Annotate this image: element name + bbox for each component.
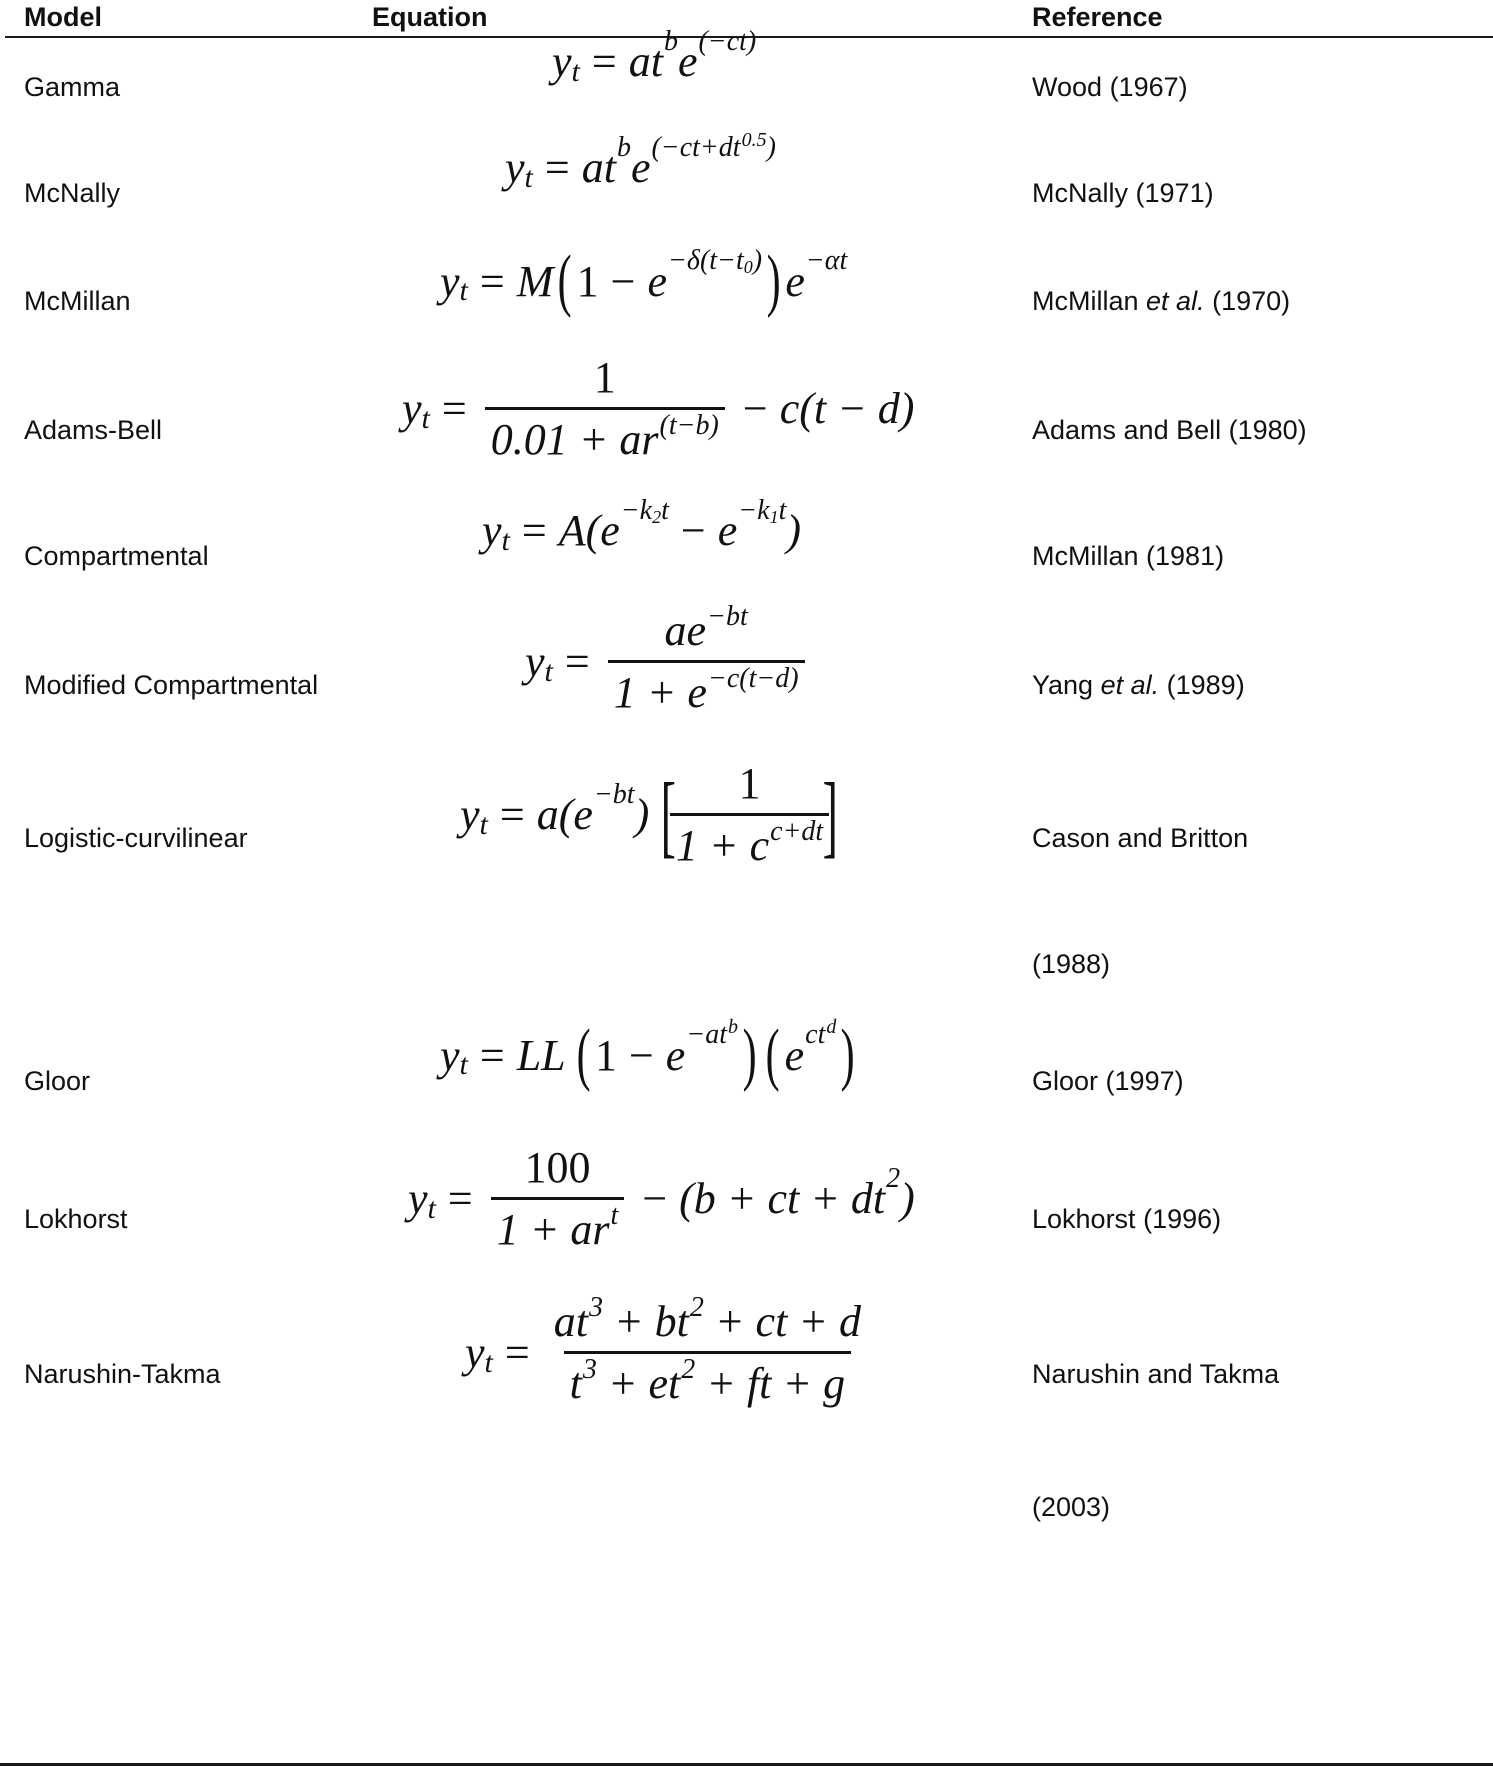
paren-close: ) <box>841 1016 856 1093</box>
fraction <box>485 352 725 465</box>
paren-open: ( <box>765 1016 780 1093</box>
reference: Narushin and Takma <box>1032 1359 1280 1389</box>
equation <box>460 758 846 871</box>
eq-symbol: t <box>544 654 553 688</box>
eq-symbol: e <box>630 143 651 192</box>
eq-symbol: 3 <box>582 1354 597 1385</box>
header-model: Model <box>24 2 102 32</box>
model-name: McMillan <box>24 286 131 316</box>
eq-symbol: 0 <box>743 257 753 277</box>
ref-year: (1970) <box>1212 286 1291 316</box>
eq-symbol: = <box>544 143 570 192</box>
eq-symbol: − <box>610 256 636 306</box>
eq-symbol: e <box>717 506 738 555</box>
model-name: Adams-Bell <box>24 415 163 445</box>
eq-symbol: y <box>402 384 422 433</box>
eq-symbol: t <box>421 401 430 435</box>
numerator: 100 <box>524 1143 591 1192</box>
numerator <box>659 601 754 660</box>
ref-author: Gloor <box>1032 1066 1099 1096</box>
reference <box>1032 541 1224 572</box>
eq-symbol: ct <box>805 1019 826 1050</box>
header-equation: Equation <box>372 2 488 32</box>
eq-symbol: t <box>427 1191 436 1225</box>
equation <box>505 128 776 194</box>
eq-symbol: − <box>680 506 706 555</box>
eq-symbol: t <box>484 1345 493 1379</box>
eq-symbol: 1 + e <box>613 668 707 717</box>
table-bottom-rule <box>0 1763 1493 1766</box>
reference <box>1032 1204 1221 1235</box>
eq-symbol: = <box>591 37 617 86</box>
eq-symbol: −bt <box>707 601 748 632</box>
reference-year: (1988) <box>1032 949 1111 979</box>
model-name: Lokhorst <box>24 1204 128 1234</box>
eq-symbol: (t−b) <box>659 410 719 441</box>
ref-year: (1997) <box>1105 1066 1184 1096</box>
paren-close: ) <box>742 1016 757 1093</box>
eq-exponent <box>738 495 786 527</box>
fraction <box>670 758 829 871</box>
eq-symbol: 3 <box>588 1292 603 1323</box>
model-name: Narushin-Takma <box>24 1359 221 1389</box>
eq-symbol: at <box>581 143 616 192</box>
reference-year: (2003) <box>1032 1492 1111 1522</box>
ref-author: McMillan <box>1032 286 1139 316</box>
eq-symbol: b <box>616 131 631 163</box>
reference <box>1032 72 1188 103</box>
fraction <box>548 1292 867 1409</box>
equation <box>440 242 848 319</box>
denominator <box>608 660 805 718</box>
eq-symbol: c+dt <box>770 816 824 847</box>
reference <box>1032 1066 1184 1097</box>
equation <box>482 494 801 557</box>
eq-symbol: t <box>524 160 533 194</box>
eq-symbol: a(e <box>536 790 593 839</box>
numerator: 1 <box>593 353 616 402</box>
ref-year: (1980) <box>1228 415 1307 445</box>
model-name: Gamma <box>24 72 121 102</box>
equation <box>402 352 914 465</box>
eq-symbol: + ct + d <box>703 1297 861 1346</box>
eq-symbol: −bt <box>593 778 635 810</box>
eq-symbol: (b + ct + dt <box>679 1174 886 1223</box>
eq-symbol: = <box>447 1174 473 1223</box>
eq-exponent <box>668 245 762 277</box>
eq-symbol: t <box>778 494 787 526</box>
eq-symbol: 1 <box>769 506 779 527</box>
ref-year: (1967) <box>1109 72 1188 102</box>
model-name: McNally <box>24 178 121 208</box>
eq-symbol: (−ct+dt <box>651 131 741 163</box>
eq-symbol: ) <box>752 245 763 276</box>
eq-symbol: 1 + c <box>675 821 770 870</box>
ref-etal: et al. <box>1146 286 1205 316</box>
eq-symbol: y <box>465 1328 485 1377</box>
eq-symbol: d <box>826 1016 837 1038</box>
reference: Cason and Britton <box>1032 823 1249 853</box>
eq-symbol: LL <box>516 1030 566 1080</box>
denominator <box>670 813 829 871</box>
eq-symbol: 1 <box>594 1030 617 1080</box>
eq-symbol: + et <box>596 1359 681 1408</box>
eq-symbol: 2 <box>652 506 662 527</box>
eq-symbol: y <box>525 637 545 686</box>
eq-symbol: + bt <box>602 1297 689 1346</box>
fraction <box>608 601 805 718</box>
eq-symbol: e <box>677 37 698 86</box>
eq-symbol: = <box>521 506 547 555</box>
eq-symbol: t <box>610 1200 619 1231</box>
denominator <box>491 1197 625 1255</box>
ref-author: Yang <box>1032 670 1094 700</box>
reference <box>1032 415 1307 446</box>
eq-symbol: y <box>408 1174 428 1223</box>
eq-symbol: ae <box>664 606 707 655</box>
ref-year: (1981) <box>1146 541 1225 571</box>
ref-author: McMillan <box>1032 541 1139 571</box>
eq-symbol: t <box>459 1048 468 1081</box>
paren-open: ( <box>576 1016 591 1093</box>
eq-symbol: −αt <box>805 245 848 276</box>
model-name: Compartmental <box>24 541 209 571</box>
equation <box>525 601 811 718</box>
eq-symbol: − <box>742 384 768 433</box>
eq-symbol: − <box>628 1030 654 1080</box>
ref-author: Adams and Bell <box>1032 415 1222 445</box>
model-name: Logistic-curvilinear <box>24 823 248 853</box>
eq-symbol: −c(t−d) <box>707 663 799 694</box>
eq-symbol: 2 <box>886 1162 901 1194</box>
eq-symbol: = <box>564 637 590 686</box>
eq-symbol: −k <box>738 494 770 526</box>
eq-symbol: t <box>479 807 488 841</box>
eq-symbol: t <box>661 494 669 526</box>
denominator <box>485 407 725 465</box>
ref-year: (1989) <box>1166 670 1245 700</box>
eq-symbol: e <box>785 256 805 306</box>
eq-symbol: y <box>460 790 480 839</box>
model-name: Gloor <box>24 1066 91 1096</box>
eq-symbol: b <box>663 25 678 57</box>
eq-symbol: ) <box>634 790 650 839</box>
eq-symbol: −k <box>620 494 653 526</box>
eq-symbol: y <box>552 37 572 86</box>
ref-author: Lokhorst <box>1032 1204 1136 1234</box>
eq-symbol: A(e <box>558 506 620 555</box>
eq-symbol: e <box>784 1030 805 1080</box>
ref-etal: et al. <box>1100 670 1160 700</box>
bracket-open: [ <box>660 763 677 866</box>
eq-symbol: at <box>628 37 663 86</box>
eq-symbol: t <box>569 1359 582 1408</box>
header-reference: Reference <box>1032 2 1163 32</box>
eq-symbol: b <box>728 1016 739 1038</box>
reference <box>1032 178 1214 209</box>
eq-symbol: ) <box>766 131 776 163</box>
eq-symbol: (−ct) <box>698 25 757 57</box>
eq-symbol: 0.5 <box>741 128 767 151</box>
eq-exponent <box>805 1016 837 1051</box>
eq-symbol: M <box>516 256 554 306</box>
eq-symbol: 2 <box>689 1292 704 1323</box>
eq-symbol: + ft + g <box>695 1359 846 1408</box>
equation <box>465 1292 873 1409</box>
eq-symbol: 2 <box>681 1354 696 1385</box>
eq-exponent <box>686 1016 739 1051</box>
eq-symbol: y <box>440 1030 460 1080</box>
eq-symbol: t <box>459 274 468 307</box>
eq-exponent <box>621 495 669 527</box>
numerator <box>548 1292 867 1351</box>
paren-close: ) <box>766 242 781 319</box>
eq-symbol: = <box>504 1328 530 1377</box>
eq-symbol: c(t − d) <box>779 384 915 433</box>
eq-symbol: − <box>642 1174 668 1223</box>
reference <box>1032 286 1290 317</box>
paren-open: ( <box>558 242 573 319</box>
eq-symbol: y <box>505 143 525 192</box>
equation <box>440 1016 860 1093</box>
eq-symbol: 0.01 + ar <box>490 415 659 464</box>
eq-symbol: ) <box>900 1174 915 1223</box>
eq-exponent <box>651 128 776 164</box>
eq-symbol: −at <box>686 1019 728 1050</box>
eq-symbol: t <box>501 523 510 557</box>
ref-author: Wood <box>1032 72 1103 102</box>
eq-symbol: y <box>440 256 460 306</box>
fraction <box>491 1142 625 1255</box>
eq-symbol: y <box>482 506 502 555</box>
eq-symbol: = <box>479 1030 505 1080</box>
equation <box>552 25 757 88</box>
eq-symbol: at <box>553 1297 588 1346</box>
ref-dot <box>1159 670 1167 700</box>
model-name: Modified Compartmental <box>24 670 319 700</box>
eq-symbol: e <box>665 1030 686 1080</box>
reference <box>1032 670 1245 701</box>
eq-symbol: −δ(t−t <box>668 245 744 276</box>
eq-symbol: = <box>479 256 505 306</box>
eq-symbol: = <box>499 790 525 839</box>
eq-symbol: 1 <box>576 256 599 306</box>
ref-author: McNally <box>1032 178 1129 208</box>
ref-year: (1971) <box>1135 178 1214 208</box>
numerator: 1 <box>738 759 761 808</box>
denominator <box>564 1351 852 1409</box>
eq-symbol: e <box>647 256 668 306</box>
eq-symbol: t <box>571 54 580 88</box>
bracket-close: ] <box>822 763 839 866</box>
ref-year: (1996) <box>1143 1204 1222 1234</box>
eq-symbol: 1 + ar <box>496 1205 610 1254</box>
equation <box>408 1142 915 1255</box>
eq-symbol: = <box>441 384 467 433</box>
eq-symbol: ) <box>786 506 801 555</box>
